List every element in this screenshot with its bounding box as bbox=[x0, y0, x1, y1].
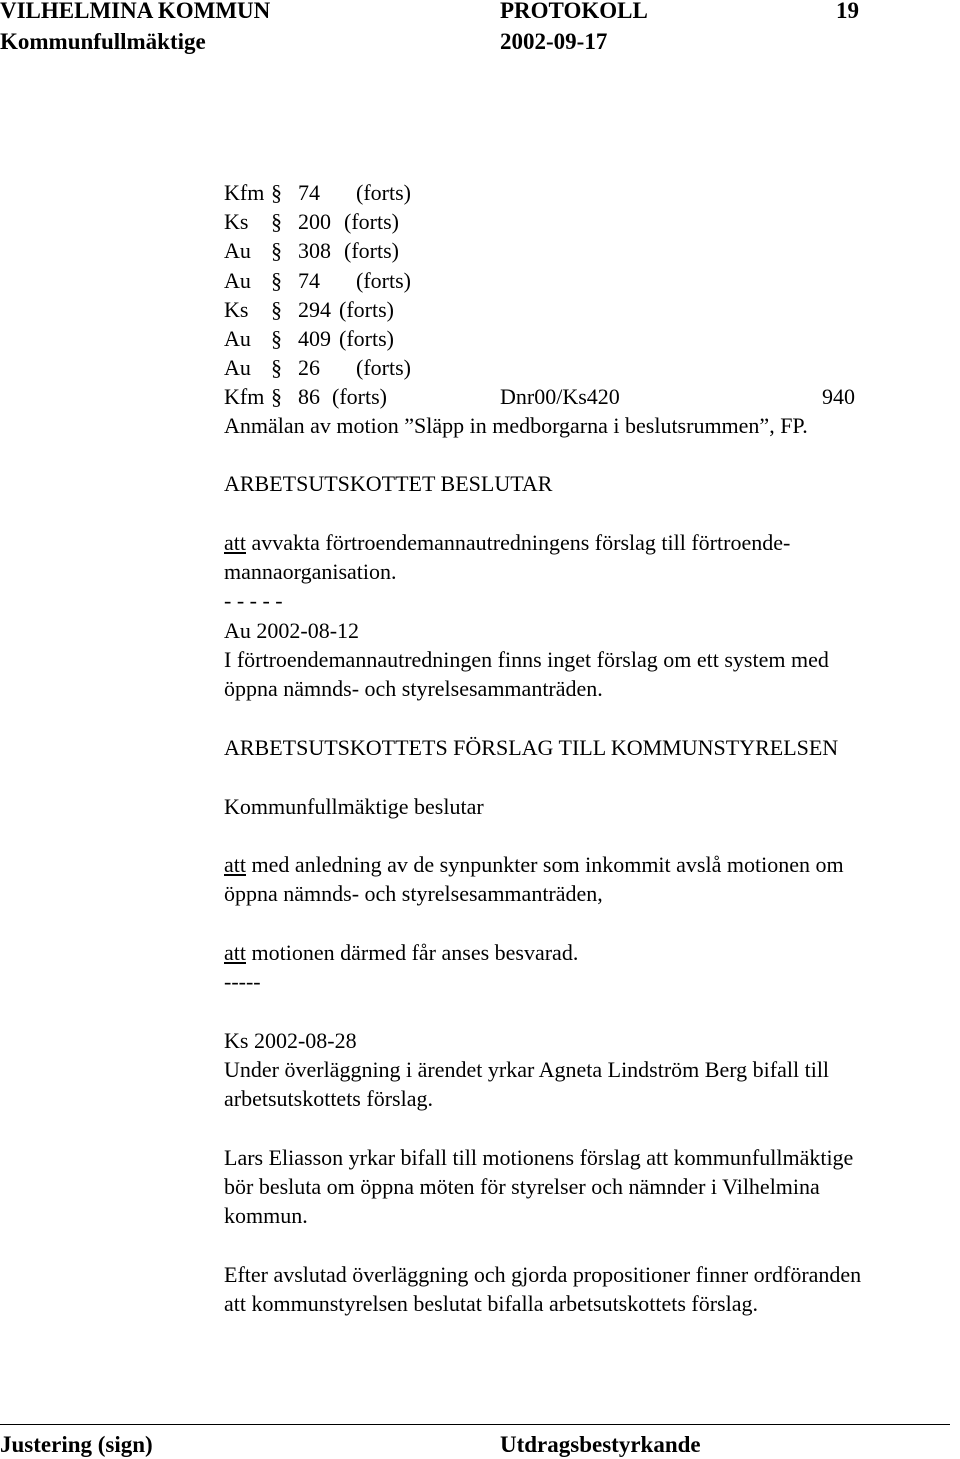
ref-number: 74 bbox=[298, 268, 320, 293]
au-decision-line-2: mannaorganisation. bbox=[224, 559, 397, 584]
ks-paragraph-2-line-3: kommun. bbox=[224, 1203, 308, 1228]
att-clause-2 bbox=[224, 940, 578, 966]
att-clause-1-line-2: öppna nämnds- och styrelsesammanträden, bbox=[224, 881, 603, 906]
section-sign: § bbox=[271, 209, 282, 234]
ref-org: Ks bbox=[224, 297, 249, 322]
section-sign: § bbox=[271, 238, 282, 263]
ref-org: Au bbox=[224, 268, 251, 293]
att-keyword: att bbox=[224, 530, 246, 555]
reference-line bbox=[224, 297, 394, 323]
ks-paragraph-3-line-1: Efter avslutad överläggning och gjorda propositioner finner ordföranden bbox=[224, 1262, 862, 1287]
ref-number: 86 bbox=[298, 384, 320, 409]
ref-number: 308 bbox=[298, 238, 331, 263]
kf-decides: Kommunfullmäktige beslutar bbox=[224, 794, 484, 819]
ref-note: (forts) bbox=[339, 297, 394, 322]
ref-org: Au bbox=[224, 238, 251, 263]
reference-line bbox=[224, 180, 411, 206]
att-clause-2-text: motionen därmed får anses besvarad. bbox=[246, 940, 579, 965]
ref-org: Au bbox=[224, 326, 251, 351]
ks-paragraph-2-line-2: bör besluta om öppna möten för styrelser och nämnder i Vilhelmina bbox=[224, 1174, 820, 1199]
section-sign: § bbox=[271, 326, 282, 351]
au-text-line-1: I förtroendemannautredningen finns inget förslag om ett system med bbox=[224, 647, 829, 672]
ref-note: (forts) bbox=[339, 326, 394, 351]
separator: - - - - - bbox=[224, 588, 283, 613]
header-body: Kommunfullmäktige bbox=[0, 29, 206, 54]
ref-note: (forts) bbox=[356, 180, 411, 205]
au-decision-text: avvakta förtroendemannautredningens förslag till förtroende- bbox=[246, 530, 791, 555]
section-sign: § bbox=[271, 268, 282, 293]
section-sign: § bbox=[271, 355, 282, 380]
ks-paragraph-3-line-2: att kommunstyrelsen beslutat bifalla arbetsutskottets förslag. bbox=[224, 1291, 758, 1316]
footer-utdrag: Utdragsbestyrkande bbox=[500, 1432, 701, 1457]
ref-number: 26 bbox=[298, 355, 320, 380]
header-org: VILHELMINA KOMMUN bbox=[0, 0, 271, 23]
reference-line bbox=[224, 326, 394, 352]
ref-number: 74 bbox=[298, 180, 320, 205]
reference-line bbox=[224, 238, 399, 264]
ref-note: (forts) bbox=[356, 355, 411, 380]
footer-justering: Justering (sign) bbox=[0, 1432, 153, 1457]
ref-org: Ks bbox=[224, 209, 249, 234]
header-page-number: 19 bbox=[836, 0, 859, 23]
footer-rule bbox=[0, 1424, 950, 1425]
ref-note: (forts) bbox=[344, 209, 399, 234]
ref-note: (forts) bbox=[356, 268, 411, 293]
ref-org: Kfm bbox=[224, 180, 265, 205]
ks-paragraph-1-line-2: arbetsutskottets förslag. bbox=[224, 1086, 433, 1111]
separator: ----- bbox=[224, 969, 261, 994]
att-keyword: att bbox=[224, 852, 246, 877]
ref-org: Au bbox=[224, 355, 251, 380]
au-meeting: Au 2002-08-12 bbox=[224, 618, 360, 643]
ref-org: Kfm bbox=[224, 384, 265, 409]
dnr-code: 940 bbox=[822, 384, 855, 409]
ref-number: 294 bbox=[298, 297, 331, 322]
reference-line bbox=[224, 355, 411, 381]
ks-meeting: Ks 2002-08-28 bbox=[224, 1028, 357, 1053]
ref-number: 200 bbox=[298, 209, 331, 234]
reference-line bbox=[224, 209, 399, 235]
reference-line bbox=[224, 384, 387, 410]
att-keyword: att bbox=[224, 940, 246, 965]
att-clause-1 bbox=[224, 852, 844, 878]
att-clause-1-text: med anledning av de synpunkter som inkommit avslå motionen om bbox=[246, 852, 844, 877]
header-date: 2002-09-17 bbox=[500, 29, 608, 54]
ref-note: (forts) bbox=[344, 238, 399, 263]
ref-number: 409 bbox=[298, 326, 331, 351]
section-sign: § bbox=[271, 384, 282, 409]
ref-note: (forts) bbox=[332, 384, 387, 409]
ks-paragraph-2-line-1: Lars Eliasson yrkar bifall till motionens förslag att kommunfullmäktige bbox=[224, 1145, 854, 1170]
section-sign: § bbox=[271, 297, 282, 322]
au-text-line-2: öppna nämnds- och styrelsesammanträden. bbox=[224, 676, 603, 701]
section-sign: § bbox=[271, 180, 282, 205]
subject: Anmälan av motion ”Släpp in medborgarna i beslutsrummen”, FP. bbox=[224, 413, 808, 438]
ks-paragraph-1-line-1: Under överläggning i ärendet yrkar Agneta Lindström Berg bifall till bbox=[224, 1057, 830, 1082]
reference-line bbox=[224, 268, 411, 294]
au-heading: ARBETSUTSKOTTET BESLUTAR bbox=[224, 471, 553, 496]
au-decision-line bbox=[224, 530, 790, 556]
header-doc-type: PROTOKOLL bbox=[500, 0, 648, 23]
dnr: Dnr00/Ks420 bbox=[500, 384, 620, 409]
proposal-heading: ARBETSUTSKOTTETS FÖRSLAG TILL KOMMUNSTYRELSEN bbox=[224, 735, 839, 760]
